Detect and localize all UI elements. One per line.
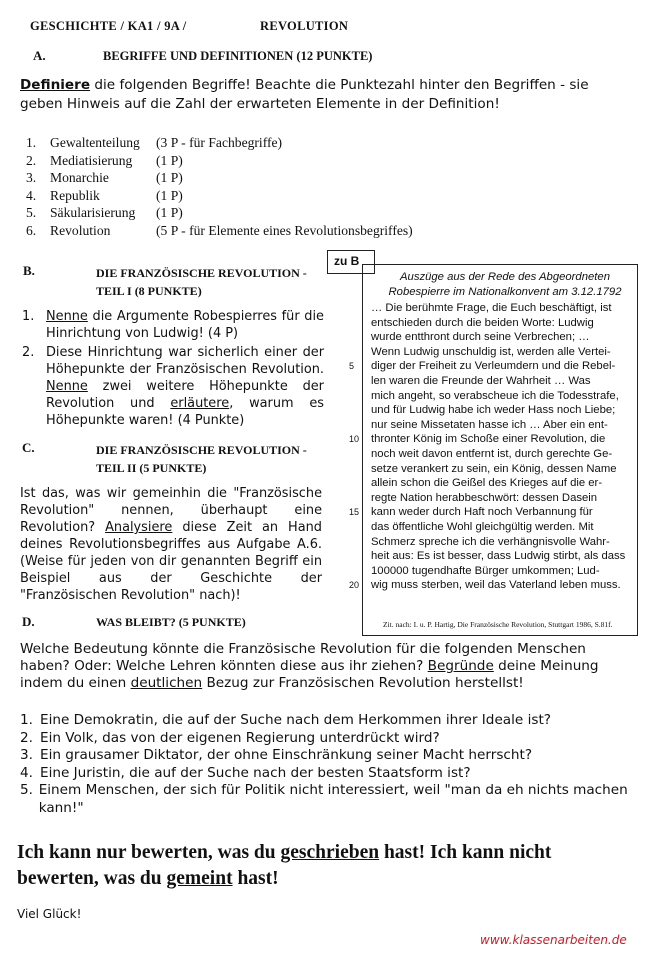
signoff: Viel Glück! bbox=[17, 907, 82, 921]
section-d-letter: D. bbox=[22, 614, 35, 629]
list-item: 1. Gewaltenteilung (3 P - für Fachbegriffe) bbox=[26, 135, 283, 150]
instruction-verb: Definiere bbox=[20, 77, 91, 93]
quote-line: Wenn Ludwig unschuldig ist, werden alle Vertei- bbox=[371, 345, 611, 358]
section-a-letter: A. bbox=[33, 48, 46, 63]
quote-line: 20 wig muss sterben, weil das Vaterland leben muss. bbox=[349, 579, 621, 592]
section-a-instruction bbox=[20, 76, 632, 114]
source-title: Auszüge aus der Rede des Abgeordneten Robespierre im Nationalkonvent am 3.12.1792 bbox=[388, 271, 622, 298]
quote-line: das öffentliche Wohl gleichgültig werden. Mit bbox=[371, 520, 594, 533]
website-link[interactable]: www.klassenarbeiten.de bbox=[480, 933, 627, 947]
quote-line: 100000 tugendhafte Bürger umkommen; Lud- bbox=[371, 564, 600, 577]
quote-line: und für Ludwig habe ich weder Hass noch Liebe; bbox=[371, 404, 616, 417]
list-item: 1. Eine Demokratin, die auf der Suche nach dem Herkommen ihrer Ideale ist? bbox=[20, 712, 551, 728]
list-item: 4. Eine Juristin, die auf der Suche nach der besten Staatsform ist? bbox=[20, 764, 471, 781]
quote-line: regte Nation herabbeschwört: dessen Dasein bbox=[371, 491, 598, 504]
list-item: 5. Säkularisierung (1 P) bbox=[26, 205, 183, 221]
section-b-letter: B. bbox=[23, 263, 35, 278]
section-b-title: DIE FRANZÖSISCHE REVOLUTION - TEIL I (8 PUNKTE) bbox=[96, 266, 307, 298]
header-subject: GESCHICHTE / KA1 / 9A / bbox=[30, 19, 187, 33]
list-item: 3. Ein grausamer Diktator, der ohne Einschränkung seiner Macht herrscht? bbox=[20, 747, 533, 763]
definitions-list bbox=[26, 134, 586, 240]
section-b-question-2: Diese Hinrichtung war sicherlich einer der Höhepunkte der Französischen Revolution. Nenne zwei weitere Höhepunkte der Revolution und erläutere, warum es Höhepunkte waren! (4 Punkte) bbox=[46, 345, 324, 428]
quote-line: … Die berühmte Frage, die Euch beschäftigt, ist bbox=[371, 302, 612, 314]
quote-line: Schmerz spreche ich die verhängnisvolle Wahr- bbox=[371, 535, 610, 548]
source-quote bbox=[349, 301, 633, 593]
list-item: 6. Revolution (5 P - für Elemente eines Revolutionsbegriffes) bbox=[26, 222, 413, 238]
list-item: 3. Monarchie (1 P) bbox=[26, 170, 183, 186]
section-b-question-1: Nenne die Argumente Robespierres für die Hinrichtung von Ludwig! (4 P) bbox=[46, 309, 324, 341]
list-item: 4. Republik (1 P) bbox=[26, 187, 183, 203]
closing-statement: Ich kann nur bewerten, was du geschrieben hast! Ich kann nicht bewerten, was du gemeint hast! bbox=[17, 842, 552, 889]
source-tag: zu B bbox=[327, 250, 375, 274]
quote-line: entschieden durch die beiden Worte: Ludwig bbox=[371, 316, 594, 329]
quote-line: heit aus: Es ist besser, dass Ludwig stirbt, als dass bbox=[371, 550, 626, 563]
quote-line: allein schon die Geißel des Krieges auf die er- bbox=[371, 477, 603, 490]
quote-line: noch weit davon entfernt ist, durch gerechte Ge- bbox=[371, 447, 613, 460]
section-c-letter: C. bbox=[22, 440, 35, 455]
section-d-list bbox=[20, 712, 635, 817]
list-item: 2. Ein Volk, das von der eigenen Regierung unterdrückt wird? bbox=[20, 729, 440, 746]
list-item: 2. Mediatisierung (1 P) bbox=[26, 152, 183, 168]
quote-line: 15 kann weder durch Haft noch Verbannung für bbox=[349, 506, 593, 519]
quote-line: mich angeht, so verabscheue ich die Todesstrafe, bbox=[371, 389, 619, 402]
quote-line: nur seine Missetaten hasse ich … Aber ein ent- bbox=[371, 418, 608, 431]
source-box bbox=[349, 264, 638, 636]
quote-line: 5 diger der Freiheit zu Verleumdern und die Rebel- bbox=[349, 360, 616, 373]
quote-line: wurde entthront durch seine Verbrechen; … bbox=[371, 331, 590, 344]
quote-line: setze verankert zu sein, ein König, dessen Name bbox=[371, 462, 617, 475]
section-d-title: WAS BLEIBT? (5 PUNKTE) bbox=[96, 615, 246, 629]
source-citation: Zit. nach: I. u. P. Hartig, Die Französische Revolution, Stuttgart 1986, S.81f. bbox=[383, 620, 613, 629]
section-c-text: Ist das, was wir gemeinhin die "Französische Revolution" nennen, überhaupt eine Revolution? Analysiere diese Zeit an Hand deines Revolutionsbegriffes aus Aufgabe A.6. (Weise für jeden von dir genannten Begriff ein Beispiel aus der Geschichte der "Französischen Revolution" nach)! bbox=[20, 486, 322, 603]
question-number: 2. bbox=[22, 345, 35, 360]
list-item: 5. Einem Menschen, der sich für Politik nicht interessiert, weil "man da eh nichts machen kann!" bbox=[20, 782, 628, 816]
quote-line: 10 thronter König im Schoße einer Revolution, die bbox=[349, 433, 606, 446]
section-a-title: BEGRIFFE UND DEFINITIONEN (12 PUNKTE) bbox=[103, 49, 373, 63]
quote-line: len waren die Freunde der Wahrheit … Was bbox=[371, 374, 591, 387]
section-d-intro: Welche Bedeutung könnte die Französische Revolution für die folgenden Menschen haben? Oder: Welche Lehren könnten diese aus ihr ziehen? Begründe deine Meinung indem du einen deutlichen Bezug zur Französischen Revolution herstellst! bbox=[20, 641, 599, 691]
header-topic: REVOLUTION bbox=[260, 19, 349, 33]
question-number: 1. bbox=[22, 309, 35, 324]
section-c-title: DIE FRANZÖSISCHE REVOLUTION - TEIL II (5 PUNKTE) bbox=[96, 443, 307, 475]
instruction-text: die folgenden Begriffe! Beachte die Punktezahl hinter den Begriffen - sie geben Hinweis auf die Zahl der erwarteten Elemente in der Definition! bbox=[20, 77, 589, 112]
